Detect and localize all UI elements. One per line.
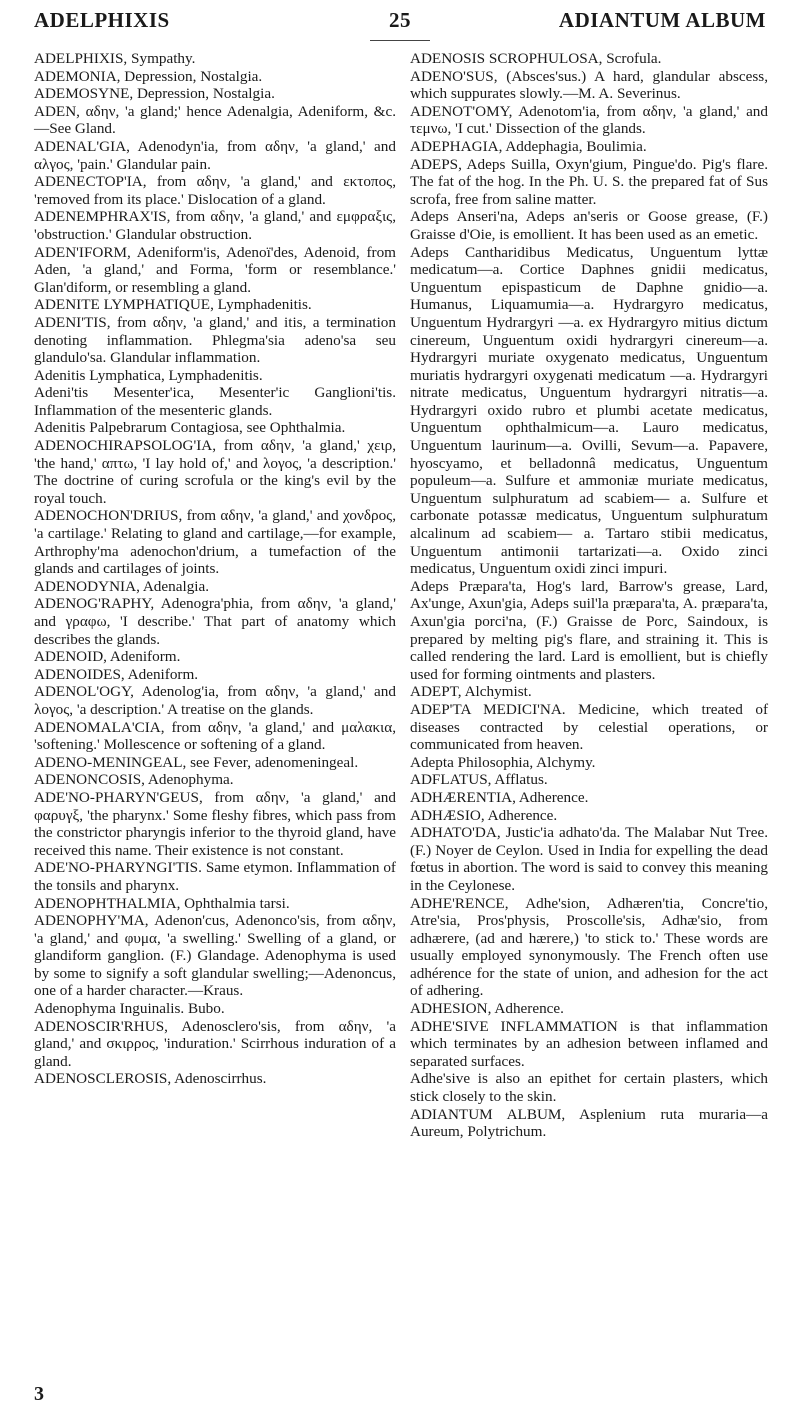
- dictionary-entry: ADENOIDES, Adeniform.: [34, 665, 199, 683]
- dictionary-entry: ADENONCOSIS, Adenophyma.: [34, 771, 234, 789]
- running-header: [34, 8, 766, 42]
- dictionary-entry: ADENO'SUS, (Absces'sus.) A hard, glandular abscess, which suppurates slowly.—M. A. Severinus.: [410, 67, 768, 103]
- right-column: [410, 50, 768, 1141]
- header-left-guideword: ADELPHIXIS: [34, 8, 170, 32]
- dictionary-entry: ADHÆRENTIA, Adherence.: [410, 788, 589, 806]
- header-page-number: 25: [389, 8, 411, 32]
- left-column: [34, 50, 396, 1088]
- dictionary-entry: ADEPT, Alchymist.: [410, 683, 532, 701]
- dictionary-entry: ADENOPHY'MA, Adenon'cus, Adenonco'sis, from αδην, 'a gland,' and φυμα, 'a swelling.' Swelling of a gland, or glandiform ganglion. (F.) Glandage. Adenophyma is used by some to signify a soft glandular swelling;—Adenoncus, one of a harder character.—Kraus.: [34, 912, 396, 1000]
- dictionary-entry: ADENAL'GIA, Adenodyn'ia, from αδην, 'a gland,' and αλγος, 'pain.' Glandular pain.: [34, 137, 396, 173]
- dictionary-entry: ADEMONIA, Depression, Nostalgia.: [34, 67, 263, 85]
- dictionary-entry: ADHE'SIVE INFLAMMATION is that inflammation which terminates by an adhesion between inflamed and separated surfaces.: [410, 1017, 768, 1070]
- header-right-guideword: ADIANTUM ALBUM: [558, 8, 766, 32]
- dictionary-entry: ADEP'TA MEDICI'NA. Medicine, which treated of diseases contracted by celestial operations, or communicated from heaven.: [410, 700, 768, 754]
- dictionary-entry: ADEN'IFORM, Adeniform'is, Adenoï'des, Adenoid, from Aden, 'a gland,' and Forma, 'form or resemblance.' Glan'diform, or resembling a gland.: [34, 243, 396, 296]
- dictionary-entry: ADFLATUS, Afflatus.: [410, 771, 548, 789]
- dictionary-entry: ADENOCHIRAPSOLOG'IA, from αδην, 'a gland,' χειρ, 'the hand,' απτω, 'I lay hold of,' and λογος, 'a description.' The doctrine of curing scrofula or the king's evil by the royal touch.: [34, 437, 396, 507]
- dictionary-entry: ADHATO'DA, Justic'ia adhato'da. The Malabar Nut Tree. (F.) Noyer de Ceylon. Used in India for expelling the dead fœtus in abortion. The word is said to convey this meaning in the Ceylonese.: [410, 824, 768, 894]
- header-rule: [370, 40, 430, 41]
- dictionary-entry: ADENOT'OMY, Adenotom'ia, from αδην, 'a gland,' and τεμνω, 'I cut.' Dissection of the glands.: [410, 102, 768, 138]
- dictionary-entry: ADIANTUM ALBUM, Asplenium ruta muraria—a Aureum, Polytrichum.: [410, 1105, 768, 1141]
- dictionary-entry: ADENITE LYMPHATIQUE, Lymphadenitis.: [34, 296, 312, 314]
- dictionary-entry: Adeps Cantharidibus Medicatus, Unguentum lyttæ medicatum—a. Cortice Daphnes gnidii medicatus, Unguentum epispasticum de Daphne gnidio—a. Humanus, Liquamumia—a. Hydrargyro medicatus, Unguentum Hydrargyri —a. ex Hydrargyro mitius dictum cinereum, Unguentum oxidi hydrargyri cinereum—a. Hydrargyri muriate oxygenato medicatus, Unguentum muriatis hydrargyri oxygenati medicatum —a. Hydrargyri nitrate medicatus, Unguentum hydrargyri nitratis—a. Hydrargyri oxido rubro et plumbi acetate medicatus, Unguentum ophthalmicum—a. Lauro medicatus, Unguentum laurinum—a. Ovilli, Sevum—a. Papavere, hyoscyamo, et belladonnâ medicatus, Unguentum populeum—a. Sulfure et ammoniæ muriate medicatus, Unguentum sulphuratum ad scabiem— a. Sulfure et carbonate potassæ medicatus, Unguentum sulphuratum alcalinum ad scabiem— a. Tartaro stibii medicatus, Unguentum antimonii tartarizati—a. Oxido zinci medicatus, Unguentum oxidi zinci impuri.: [410, 243, 768, 578]
- dictionary-entry: ADENEMPHRAX'IS, from αδην, 'a gland,' and εμφραξις, 'obstruction.' Glandular obstruction.: [34, 208, 396, 243]
- dictionary-entry: ADENOSIS SCROPHULOSA, Scrofula.: [410, 50, 662, 67]
- dictionary-entry: ADELPHIXIS, Sympathy.: [34, 50, 196, 67]
- dictionary-entry: Adenitis Lymphatica, Lymphadenitis.: [34, 366, 263, 384]
- dictionary-entry: ADEPHAGIA, Addephagia, Boulimia.: [410, 137, 647, 155]
- dictionary-entry: ADHESION, Adherence.: [410, 1000, 564, 1018]
- dictionary-entry: ADENOCHON'DRIUS, from αδην, 'a gland,' and χονδρος, 'a cartilage.' Relating to gland and cartilage,—for example, Arthrophy'ma adenochon'drium, a tumefaction of the glands and cartilages of joints.: [34, 507, 396, 578]
- dictionary-entry: ADENECTOP'IA, from αδην, 'a gland,' and εκτοπος, 'removed from its place.' Dislocation of a gland.: [34, 173, 396, 208]
- dictionary-entry: ADHE'RENCE, Adhe'sion, Adhæren'tia, Concre'tio, Atre'sia, Pros'physis, Proscolle'sis, Adhæ'sio, from adhærere, (ad and hærere,) 'to stick to.' These words are usually employed synonymously. The French often use adhérence for the state of union, and adhesion for the act of adhering.: [410, 894, 768, 1000]
- dictionary-entry: ADENOID, Adeniform.: [34, 648, 181, 666]
- dictionary-entry: ADENOL'OGY, Adenolog'ia, from αδην, 'a gland,' and λογος, 'a description.' A treatise on the glands.: [34, 683, 396, 718]
- dictionary-entry: ADENO-MENINGEAL, see Fever, adenomeningeal.: [34, 753, 359, 771]
- dictionary-entry: ADE'NO-PHARYNGI'TIS. Same etymon. Inflammation of the tonsils and pharynx.: [34, 859, 396, 894]
- dictionary-entry: ADEMOSYNE, Depression, Nostalgia.: [34, 85, 275, 103]
- dictionary-entry: ADE'NO-PHARYN'GEUS, from αδην, 'a gland,' and φαρυγξ, 'the pharynx.' Some fleshy fibres, which pass from the constrictor pharyngis inferior to the thyroid gland, have received this name. Their existence is not constant.: [34, 788, 396, 859]
- signature-mark: 3: [34, 1383, 44, 1405]
- dictionary-entry: ADENOSCLEROSIS, Adenoscirrhus.: [34, 1070, 267, 1088]
- dictionary-entry: ADENODYNIA, Adenalgia.: [34, 577, 210, 595]
- dictionary-entry: ADENOMALA'CIA, from αδην, 'a gland,' and μαλακια, 'softening.' Mollescence or softening of a gland.: [34, 718, 396, 754]
- dictionary-entry: Adeni'tis Mesenter'ica, Mesenter'ic Ganglioni'tis. Inflammation of the mesenteric glands.: [34, 384, 396, 419]
- dictionary-entry: Adhe'sive is also an epithet for certain plasters, which stick closely to the skin.: [410, 1070, 768, 1106]
- dictionary-entry: ADENI'TIS, from αδην, 'a gland,' and itis, a termination denoting inflammation. Phlegma'sia adeno'sa seu glandulo'sa. Glandular inflammation.: [34, 313, 396, 367]
- dictionary-entry: ADENOSCIR'RHUS, Adenosclero'sis, from αδην, 'a gland,' and σκιρρος, 'induration.' Scirrhous induration of a gland.: [34, 1017, 396, 1070]
- dictionary-entry: Adepta Philosophia, Alchymy.: [410, 753, 596, 771]
- dictionary-entry: ADHÆSIO, Adherence.: [410, 806, 558, 824]
- dictionary-entry: ADEN, αδην, 'a gland;' hence Adenalgia, Adeniform, &c.—See Gland.: [34, 102, 396, 138]
- dictionary-entry: ADENOG'RAPHY, Adenogra'phia, from αδην, 'a gland,' and γραφω, 'I describe.' That part of anatomy which describes the glands.: [34, 595, 396, 648]
- dictionary-entry: Adeps Præpara'ta, Hog's lard, Barrow's grease, Lard, Ax'unge, Axun'gia, Adeps suil'la præpara'ta, A. præpara'ta, Axun'gia porci'na, (F.) Graisse de Porc, Saindoux, is prepared by melting pig's flare, and straining it. This is called rendering the lard. Lard is emollient, but is chiefly used for forming ointments and plasters.: [410, 577, 768, 683]
- dictionary-entry: Adenophyma Inguinalis. Bubo.: [34, 1000, 225, 1018]
- dictionary-entry: ADENOPHTHALMIA, Ophthalmia tarsi.: [34, 894, 290, 912]
- dictionary-entry: ADEPS, Adeps Suilla, Oxyn'gium, Pingue'do. Pig's flare. The fat of the hog. In the Ph. U. S. the prepared fat of Sus scrofa, free from saline matter.: [410, 155, 768, 208]
- dictionary-entry: Adeps Anseri'na, Adeps an'seris or Goose grease, (F.) Graisse d'Oie, is emollient. It has been used as an emetic.: [410, 208, 768, 243]
- dictionary-entry: Adenitis Palpebrarum Contagiosa, see Ophthalmia.: [34, 419, 346, 437]
